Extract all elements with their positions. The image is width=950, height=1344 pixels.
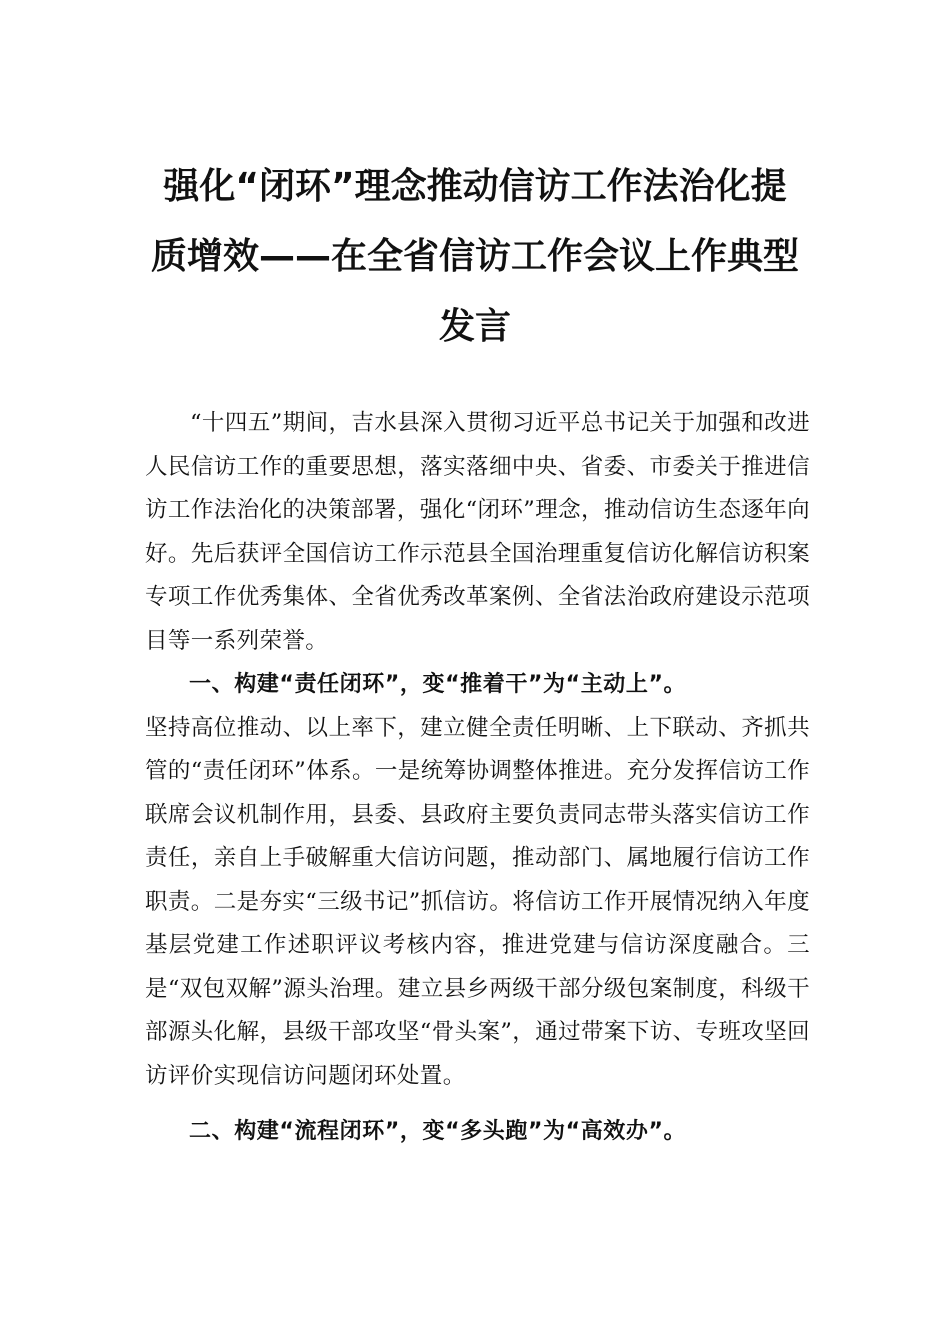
- document-title: [140, 152, 810, 362]
- intro-paragraph: “十四五”期间，吉水县深入贯彻习近平总书记关于加强和改进人民信访工作的重要思想，落实落细中央、省委、市委关于推进信访工作法治化的决策部署，强化“闭环”理念，推动信访生态逐年向好。先后获评全国信访工作示范县全国治理重复信访化解信访积案专项工作优秀集体、全省优秀改革案例、全省法治政府建设示范项目等一系列荣誉。: [145, 410, 811, 654]
- title-line-3: 发言: [438, 306, 511, 347]
- title-line-1: 强化“闭环”理念推动信访工作法治化提: [163, 166, 787, 207]
- section-2-heading: 二、构建“流程闭环”，变“多头跑”为“高效办”。: [189, 1119, 687, 1144]
- section-1-body: 坚持高位推动、以上率下，建立健全责任明晰、上下联动、齐抓共管的“责任闭环”体系。一是统筹协调整体推进。充分发挥信访工作联席会议机制作用，县委、县政府主要负责同志带头落实信访工作责任，亲自上手破解重大信访问题，推动部门、属地履行信访工作职责。二是夯实“三级书记”抓信访。将信访工作开展情况纳入年度基层党建工作述职评议考核内容，推进党建与信访深度融合。三是“双包双解”源头治理。建立县乡两级干部分级包案制度，科级干部源头化解，县级干部攻坚“骨头案”，通过带案下访、专班攻坚回访评价实现信访问题闭环处置。: [145, 714, 811, 1089]
- document-body: [145, 402, 810, 1154]
- title-line-2: 质增效——在全省信访工作会议上作典型: [150, 236, 799, 277]
- section-1-heading: 一、构建“责任闭环”，变“推着干”为“主动上”。: [189, 672, 687, 697]
